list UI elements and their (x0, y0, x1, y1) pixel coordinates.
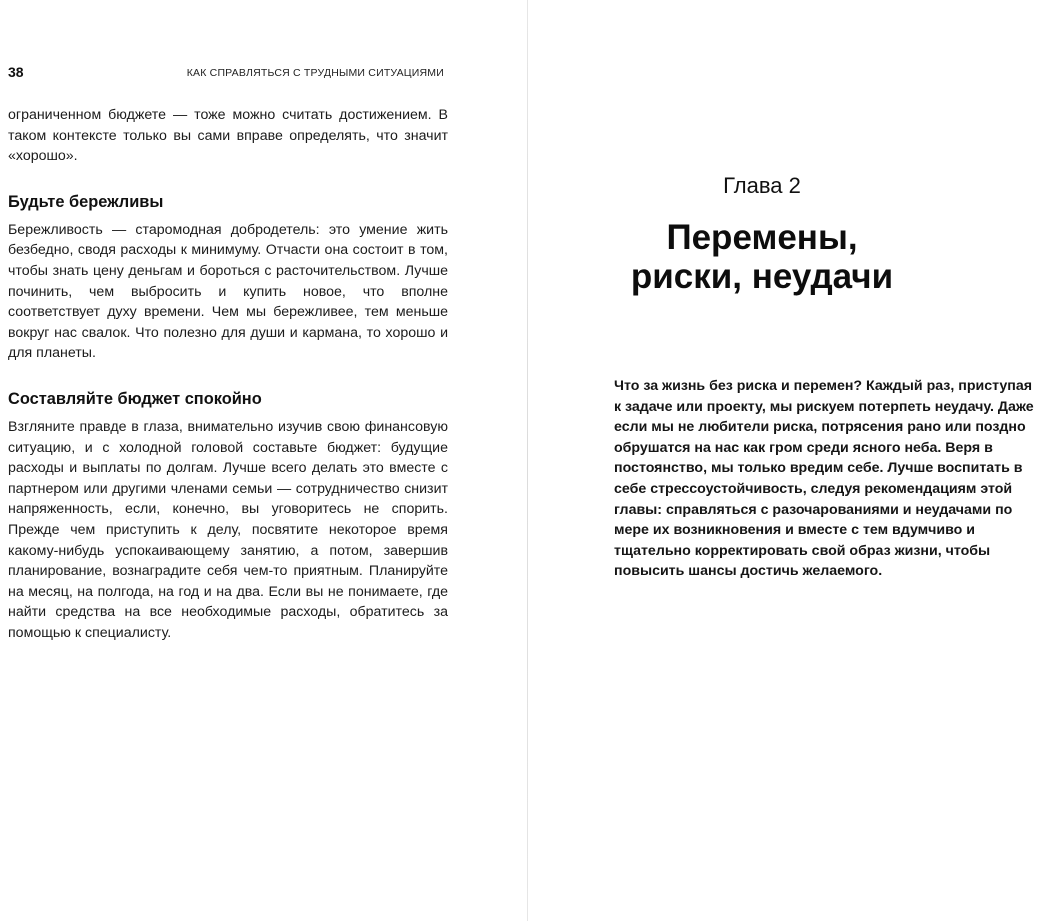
opening-paragraph: ограниченном бюджете — тоже можно считать достижением. В таком контексте только вы сами вправе определять, что значит «хорошо». (8, 107, 448, 165)
section-paragraph-budget: Взгляните правде в глаза, внимательно изучив свою финансовую ситуацию, и с холодной головой составьте бюджет: будущие расходы и выплаты по долгам. Лучше всего делать это вместе с партнером или другими членами семьи — сотрудничество снизит напряженность, если, конечно, вы уговоритесь не спорить. Прежде чем приступить к делу, посвятите некоторое время какому-нибудь успокаивающему занятию, а потом, завершив планирование, вознаградите себя чем-то приятным. Планируйте на месяц, на полгода, на год и на два. Если вы не понимаете, где найти средства на все необходимые расходы, обратитесь за помощью к специалисту. (8, 418, 448, 641)
section-heading-budget: Составляйте бюджет спокойно (8, 389, 262, 408)
section-paragraph-thrift: Бережливость — старомодная добродетель: это умение жить безбедно, сводя расходы к минимуму. Отчасти она состоит в том, чтобы знать цену деньгам и бороться с расточительством. Лучше починить, чем выбросить и купить новое, что вполне соответствует духу времени. Чем мы бережливее, тем меньше вокруг нас свалок. Что полезно для души и кармана, то хорошо и для планеты. (8, 221, 448, 362)
section-heading-thrift: Будьте бережливы (8, 192, 164, 211)
right-page (528, 0, 1048, 921)
running-head (8, 64, 444, 82)
left-text-column (8, 105, 448, 643)
chapter-title-line-2: риски, неудачи (630, 257, 894, 296)
chapter-label: Глава 2 (723, 173, 801, 198)
page-number: 38 (8, 64, 24, 80)
chapter-intro: Что за жизнь без риска и перемен? Каждый раз, приступая к задаче или проекту, мы рискуем потерпеть неудачу. Даже если мы не любители риска, потрясения рано или поздно обрушатся на нас как гром среди ясного неба. Веря в постоянство, мы только вредим себе. Лучше воспитать в себе стрессоустойчивость, следуя рекомендациям этой главы: справляться с разочарованиями и неудачами по мере их возникновения и вместе с тем вдумчиво и тщательно корректировать свой образ жизни, чтобы повысить шансы достичь желаемого. (614, 378, 1034, 580)
running-title: КАК СПРАВЛЯТЬСЯ С ТРУДНЫМИ СИТУАЦИЯМИ (186, 67, 444, 79)
chapter-title (528, 218, 996, 296)
chapter-title-line-1: Перемены, (666, 218, 858, 257)
